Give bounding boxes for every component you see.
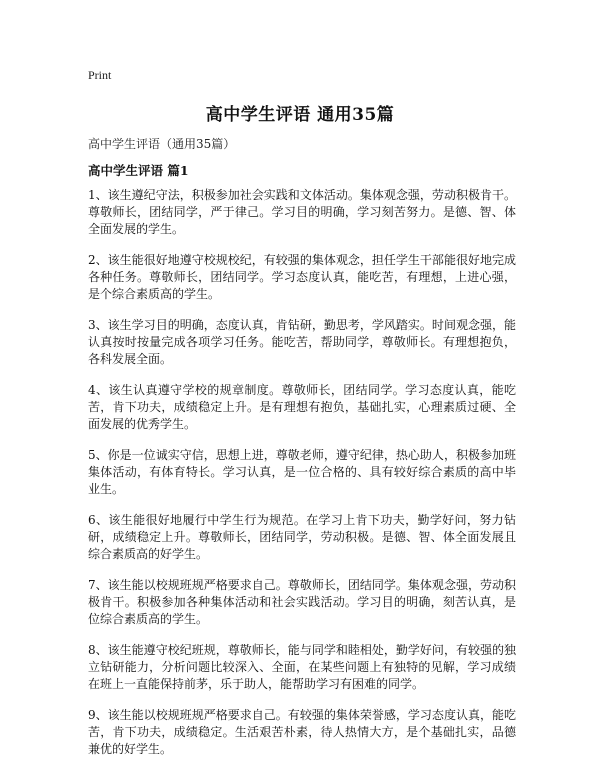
comment-list bbox=[88, 187, 516, 772]
document-title: 高中学生评语 通用35篇 bbox=[205, 105, 395, 125]
comment-item-6: 6、该生能很好地履行中学生行为规范。在学习上肯下功夫，勤学好问，努力钻研，成绩稳定上升。尊敬师长，团结同学，劳动积极。是德、智、体全面发展且综合素质高的好学生。 bbox=[88, 513, 516, 561]
comment-item-5: 5、你是一位诚实守信，思想上进，尊敬老师，遵守纪律，热心助人，积极参加班集体活动，有体育特长。学习认真，是一位合格的、具有较好综合素质的高中毕业生。 bbox=[88, 448, 516, 496]
comment-item-9: 9、该生能以校规班规严格要求自己。有较强的集体荣誉感，学习态度认真，能吃苦，肯下功夫，成绩稳定。生活艰苦朴素，待人热情大方，是个基础扎实，品德兼优的好学生。 bbox=[88, 708, 516, 756]
comment-item-3: 3、该生学习目的明确，态度认真，肯钻研，勤思考，学风踏实。时间观念强，能认真按时按量完成各项学习任务。能吃苦，帮助同学，尊敬师长。有理想抱负，各科发展全面。 bbox=[88, 318, 516, 366]
comment-item-4: 4、该生认真遵守学校的规章制度。尊敬师长，团结同学。学习态度认真，能吃苦，肯下功夫，成绩稳定上升。是有理想有抱负，基础扎实，心理素质过硬、全面发展的优秀学生。 bbox=[88, 383, 516, 431]
comment-item-7: 7、该生能以校规班规严格要求自己。尊敬师长，团结同学。集体观念强，劳动积极肯干。积极参加各种集体活动和社会实践活动。学习目的明确，刻苦认真，是位综合素质高的学生。 bbox=[88, 578, 516, 626]
document-subtitle: 高中学生评语（通用35篇） bbox=[88, 137, 236, 151]
section-heading: 高中学生评语 篇1 bbox=[88, 163, 189, 178]
comment-item-1: 1、该生遵纪守法，积极参加社会实践和文体活动。集体观念强，劳动积极肯干。尊敬师长，团结同学，严于律己。学习目的明确，学习刻苦努力。是德、智、体全面发展的学生。 bbox=[88, 188, 516, 236]
comment-item-8: 8、该生能遵守校纪班规，尊敬师长，能与同学和睦相处，勤学好问，有较强的独立钻研能力，分析问题比较深入、全面，在某些问题上有独特的见解，学习成绩在班上一直能保持前茅，乐于助人，能帮助学习有困难的同学。 bbox=[88, 643, 516, 691]
comment-item-2: 2、该生能很好地遵守校规校纪，有较强的集体观念，担任学生干部能很好地完成各种任务。尊敬师长，团结同学。学习态度认真，能吃苦，有理想，上进心强，是个综合素质高的学生。 bbox=[88, 253, 516, 301]
print-link[interactable]: Print bbox=[88, 68, 112, 82]
